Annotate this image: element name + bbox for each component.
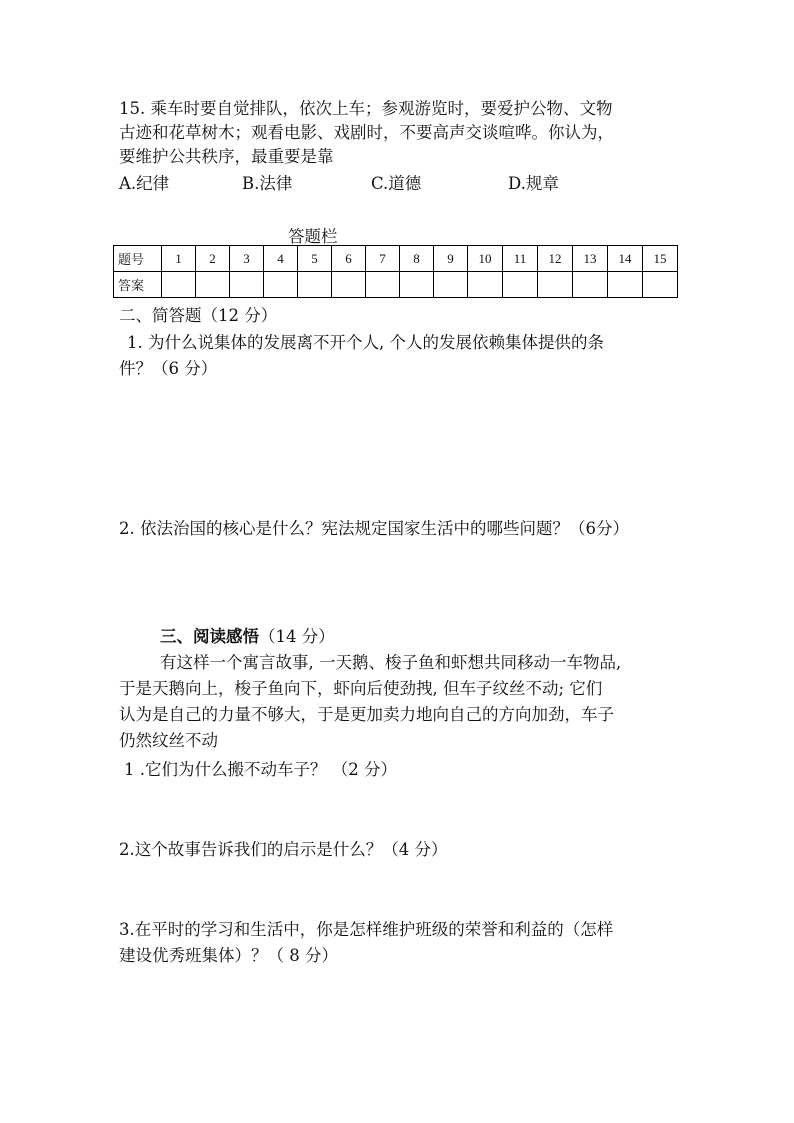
section2-q1-line-2: 件？（6 分） xyxy=(119,359,218,378)
question-number-cell: 11 xyxy=(503,246,538,272)
answer-cell[interactable] xyxy=(643,272,678,298)
story-line-1: 有这样一个寓言故事, 一天鹅、梭子鱼和虾想共同移动一车物品, xyxy=(160,653,622,672)
answer-cell[interactable] xyxy=(538,272,573,298)
answer-cell[interactable] xyxy=(366,272,400,298)
section2-heading: 二、简答题（12 分） xyxy=(119,306,278,325)
section3-q3-line-2: 建设优秀班集体）？（ 8 分） xyxy=(119,946,338,965)
story-line-4: 仍然纹丝不动 xyxy=(119,731,218,750)
q15-option-a: A.纪律 xyxy=(119,174,170,193)
question-number-cell: 5 xyxy=(298,246,332,272)
question-number-cell: 13 xyxy=(573,246,608,272)
question-number-cell: 2 xyxy=(196,246,230,272)
answer-table-answer-row xyxy=(114,272,678,298)
section3-q3-line-1: 3.在平时的学习和生活中，你是怎样维护班级的荣誉和利益的（怎样 xyxy=(119,920,614,939)
answer-cell[interactable] xyxy=(573,272,608,298)
q15-option-d: D.规章 xyxy=(508,174,559,193)
story-line-2: 于是天鹅向上，梭子鱼向下，虾向后使劲拽, 但车子纹丝不动; 它们 xyxy=(119,679,603,698)
section2-q1-line-1: 1. 为什么说集体的发展离不开个人, 个人的发展依赖集体提供的条 xyxy=(127,333,604,352)
answer-cell[interactable] xyxy=(298,272,332,298)
section2-q2: 2. 依法治国的核心是什么？宪法规定国家生活中的哪些问题？（6分） xyxy=(119,519,629,538)
question-number-cell: 10 xyxy=(468,246,503,272)
answer-cell[interactable] xyxy=(608,272,643,298)
answer-cell[interactable] xyxy=(162,272,196,298)
answer-cell[interactable] xyxy=(196,272,230,298)
answer-label: 答案 xyxy=(114,272,162,298)
q15-line-1: 15. 乘车时要自觉排队，依次上车；参观游览时，要爱护公物、文物 xyxy=(119,99,613,118)
answer-cell[interactable] xyxy=(332,272,366,298)
section3-q2: 2.这个故事告诉我们的启示是什么？（4 分） xyxy=(119,840,448,859)
answer-cell[interactable] xyxy=(400,272,434,298)
section3-heading-score: （14 分） xyxy=(259,627,335,646)
section3-heading xyxy=(160,625,335,649)
question-number-cell: 1 xyxy=(162,246,196,272)
section3-heading-title: 三、阅读感悟 xyxy=(160,627,259,646)
question-number-cell: 3 xyxy=(230,246,264,272)
question-number-cell: 12 xyxy=(538,246,573,272)
section3-q1: 1 .它们为什么搬不动车子？ （2 分） xyxy=(124,760,397,779)
question-number-cell: 8 xyxy=(400,246,434,272)
story-line-3: 认为是自己的力量不够大，于是更加卖力地向自己的方向加劲，车子 xyxy=(119,705,614,724)
q15-option-b: B.法律 xyxy=(242,174,293,193)
answer-table-number-row xyxy=(114,246,678,272)
answer-cell[interactable] xyxy=(434,272,468,298)
answer-table xyxy=(113,245,678,298)
question-number-cell: 15 xyxy=(643,246,678,272)
answer-cell[interactable] xyxy=(264,272,298,298)
answer-cell[interactable] xyxy=(230,272,264,298)
question-number-label: 题号 xyxy=(114,246,162,272)
q15-line-3: 要维护公共秩序，最重要是靠 xyxy=(119,147,334,166)
question-number-cell: 9 xyxy=(434,246,468,272)
q15-option-c: C.道德 xyxy=(371,174,422,193)
question-number-cell: 4 xyxy=(264,246,298,272)
answer-cell[interactable] xyxy=(503,272,538,298)
q15-line-2: 古迹和花草树木；观看电影、戏剧时，不要高声交谈喧哗。你认为， xyxy=(119,123,614,142)
question-number-cell: 7 xyxy=(366,246,400,272)
question-number-cell: 6 xyxy=(332,246,366,272)
question-number-cell: 14 xyxy=(608,246,643,272)
answer-cell[interactable] xyxy=(468,272,503,298)
answer-table-title: 答题栏 xyxy=(288,227,338,246)
